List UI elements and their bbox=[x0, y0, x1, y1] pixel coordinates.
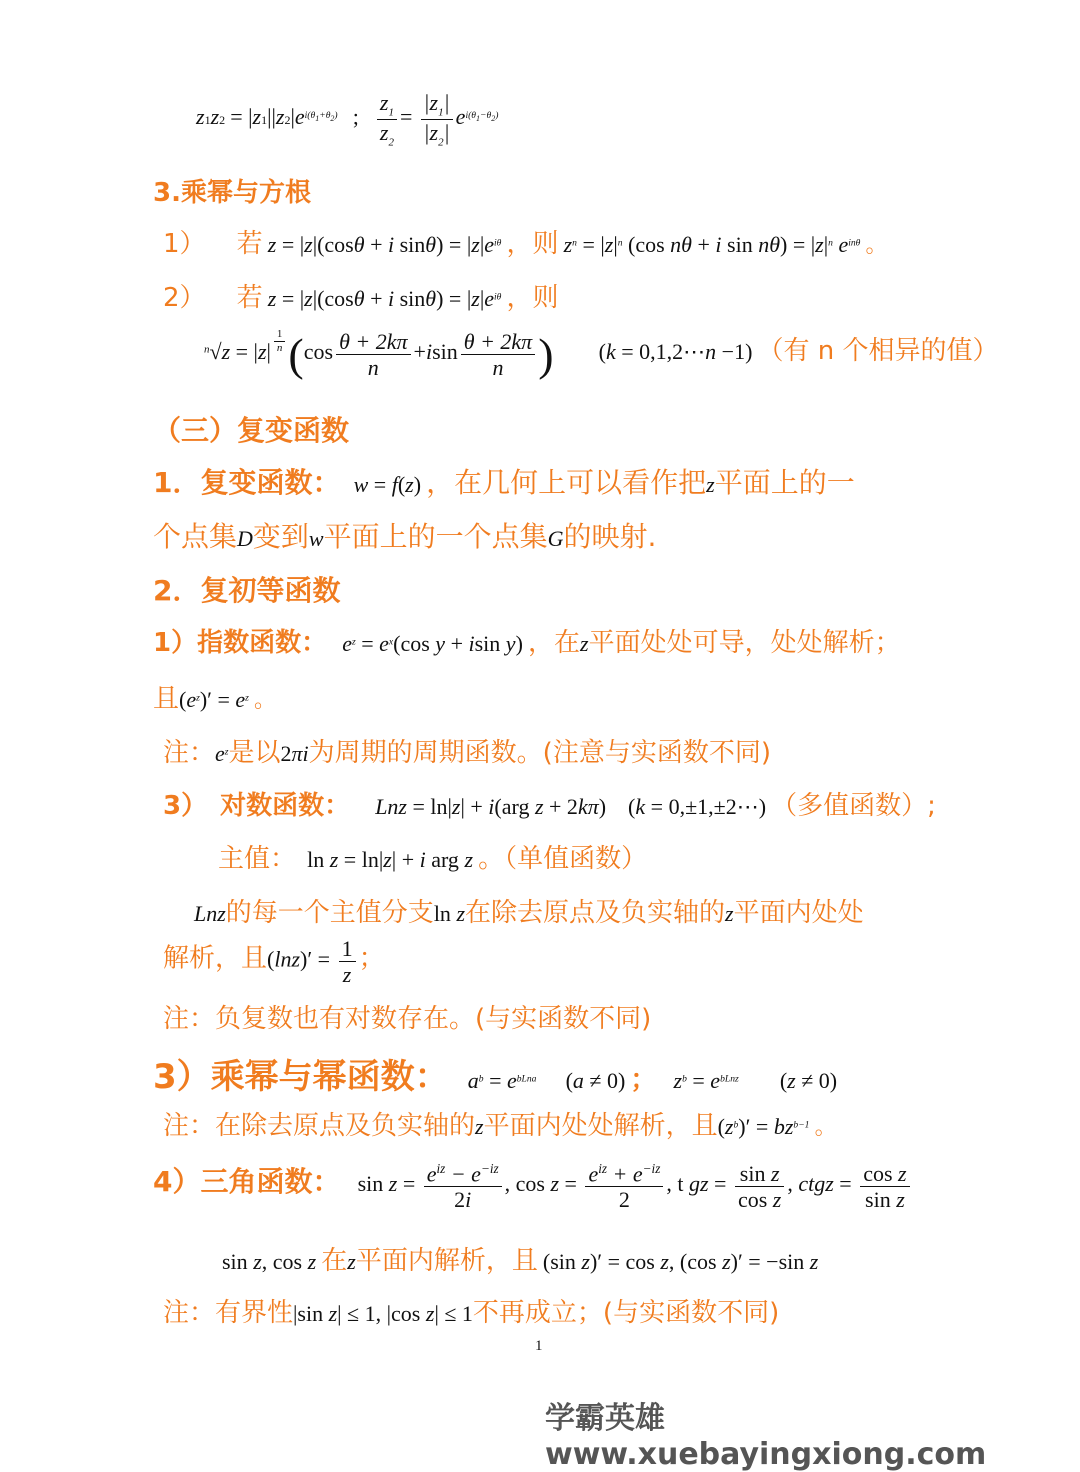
logarithm-branch-line: Lnz的每一个主值分支ln z在除去原点及负实轴的z平面内处处 bbox=[194, 898, 864, 928]
item-2-label: 2） bbox=[163, 283, 206, 313]
exponential-derivative-line: 且$(e^z)' = e^z$ 。 bbox=[153, 684, 276, 714]
exponential-function-line: 1）指数函数： $e^z = e^x(\cos$ y + isin y) ，在z平面处处可导，处处解析； bbox=[153, 628, 901, 658]
logarithm-derivative-line: 解析，且(lnz)′ = $\frac{1}{z}$ ； bbox=[163, 936, 385, 988]
root-distinct-note: （有 n 个相异的值） bbox=[757, 336, 999, 366]
complex-function-definition: 1．复变函数： w = f(z) ，在几何上可以看作把z平面上的一 bbox=[153, 466, 855, 499]
section-complex-functions: （三）复变函数 bbox=[153, 414, 350, 447]
root-formula: $^n$√z = |z| $\frac{1}{n}$ (cos $\frac{\theta + 2k\pi}{n}$ +isin $\frac{\theta + 2k\pi}{n}$ ) (k = 0,1,2⋯n −1) （有 n 个相异的值） bbox=[204, 328, 999, 380]
logarithm-negative-note: 注：负复数也有对数存在。(与实函数不同) bbox=[163, 1004, 652, 1034]
product-quotient-formula: $z1z2 = |z1||z2|e^{i(\theta_1+\theta_2)}$ ; $\frac{z_1}{z_2}$ = $\frac{|z_1|}{|z_2|}$ $e^{i(\theta_1-\theta_2)}$ bbox=[196, 90, 499, 149]
power-function-note: 注：在除去原点及负实轴的z平面内处处解析，且$(z^b)' = bz^{b-1}$ 。 bbox=[163, 1111, 837, 1141]
logarithm-principal-value: 主值： ln z = ln|z| + i arg z 。（单值函数） bbox=[218, 844, 648, 874]
power-formula-line: 1） 若 z = |z|(cosθ + i $\sin\theta) = |z|e^{i\theta}$ ，则 $z^n = |z|^n$ (cos nθ + i $\sin n\theta) = |z|^n$ $e^{in\theta}$ 。 bbox=[163, 229, 888, 259]
root-condition-line: 2） 若 z = |z|(cosθ + i $\sin\theta) = |z|e^{i\theta}$ ，则 bbox=[163, 283, 559, 313]
heading-power-root: 3.乘幂与方根 bbox=[153, 178, 311, 208]
exponential-period-note: 注：$e^z$是以2πi为周期的周期函数。(注意与实函数不同) bbox=[163, 738, 771, 768]
complex-function-definition-cont: 个点集D变到w平面上的一个点集G的映射. bbox=[153, 520, 657, 553]
trig-boundedness-note: 注：有界性|sin z| ≤ 1, |cos z| ≤ 1不再成立；(与实函数不同) bbox=[163, 1298, 780, 1328]
power-function-line: 3）乘幂与幂函数： $a^b = e^{bLna}$ (a ≠ 0) ； $z^b = e^{bLnz}$ (z ≠ 0) bbox=[153, 1057, 838, 1097]
trig-function-line: 4）三角函数： sin z = $\frac{e^{iz} - e^{-iz}}{2i}$ , cos z = $\frac{e^{iz} + e^{-iz}}{2}$ , t gz = $\frac{\text{sin z}}{\text{cos z}}$ , ctgz = $\frac{\text{cos z}}{\text{sin z}}$ bbox=[153, 1160, 913, 1212]
logarithm-line: 3） 对数函数： Lnz = ln|z| + i(arg z + 2kπ) (k = 0,±1,±2⋯) （多值函数）; bbox=[163, 791, 936, 821]
watermark: 学霸英雄 www.xuebayingxiong.com bbox=[545, 1401, 987, 1472]
heading-elementary-functions: 2．复初等函数 bbox=[153, 574, 341, 607]
trig-analytic-line: sin z, cos z 在z平面内解析，且 (sin z)′ = cos z, (cos z)′ = −sin z bbox=[222, 1246, 819, 1276]
item-1-label: 1） bbox=[163, 229, 206, 259]
page-number: 1 bbox=[535, 1338, 543, 1354]
